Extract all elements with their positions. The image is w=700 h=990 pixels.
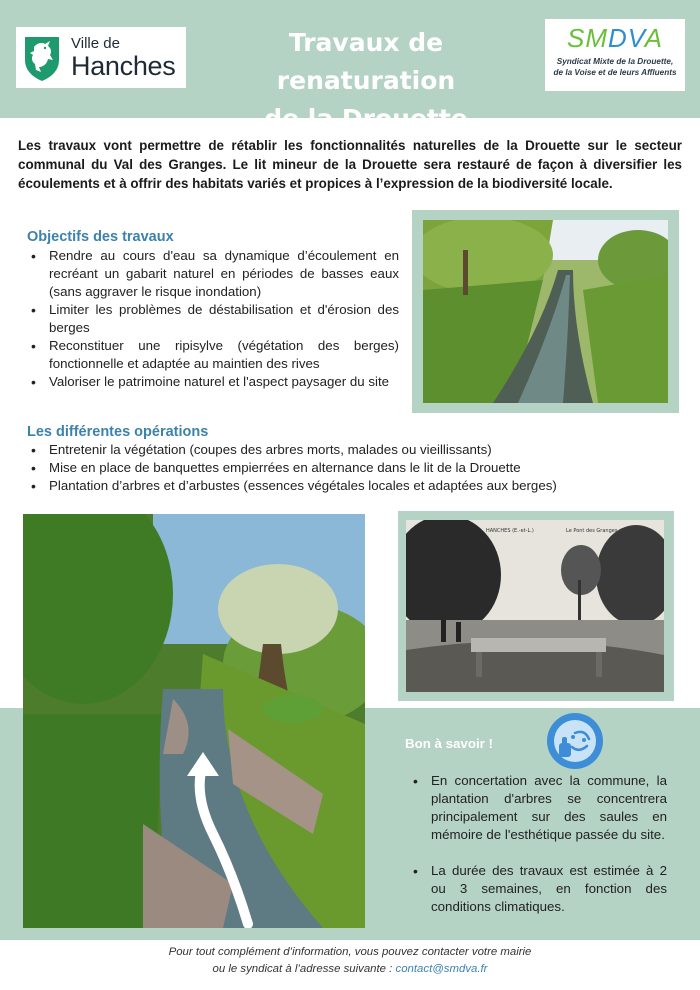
operations-heading: Les différentes opérations xyxy=(27,424,209,440)
footer xyxy=(0,944,700,978)
list-item: • Mise en place de banquettes empierrées en alternance dans le lit de la Drouette xyxy=(27,459,587,477)
old-postcard-photo xyxy=(406,520,664,692)
logo-ville-de: Ville de xyxy=(71,34,120,52)
smdva-dv: DV xyxy=(607,23,645,53)
thumbs-up-smiley-icon xyxy=(547,713,603,769)
page-title xyxy=(196,24,536,138)
footer-line1: Pour tout complément d’information, vous pouvez contacter votre mairie xyxy=(168,946,532,958)
contact-email-link[interactable]: contact@smdva.fr xyxy=(395,963,488,975)
smdva-subtitle-line2: de la Voise et de leurs Affluents xyxy=(553,68,677,77)
smdva-logo-name xyxy=(545,23,685,54)
list-item: • Reconstituer une ripisylve (végétation des berges) fonctionnelle et adaptée au maintien des rives xyxy=(27,337,399,373)
river-photo-frame xyxy=(412,210,679,413)
list-item: • Entretenir la végétation (coupes des arbres morts, malades ou vieillissants) xyxy=(27,441,587,459)
postcard-caption-right: Le Pont des Granges xyxy=(566,528,618,534)
list-item: • Limiter les problèmes de déstabilisation et d'érosion des berges xyxy=(27,301,399,337)
smdva-logo xyxy=(545,19,685,91)
bon-a-savoir-list xyxy=(409,772,667,934)
bon-a-savoir-heading: Bon à savoir ! xyxy=(405,736,493,751)
postcard-frame xyxy=(398,511,674,701)
river-photo xyxy=(423,220,668,403)
footer-line2-prefix: ou le syndicat à l’adresse suivante : xyxy=(212,963,396,975)
intro-paragraph: Les travaux vont permettre de rétablir les fonctionnalités naturelles de la Drouette sur le secteur communal du Val des Granges. Le lit mineur de la Drouette sera restauré de façon à diversifier les écoulements et à offrir des habitats variés et propices à l’expression de la biodiversité locale. xyxy=(18,138,682,191)
griffin-shield-icon xyxy=(23,34,61,82)
logo-hanches-name: Hanches xyxy=(71,50,176,81)
works-illustration-photo xyxy=(23,514,365,928)
postcard-caption-left: HANCHES (E.-et-L.) xyxy=(486,528,534,534)
list-item: • La durée des travaux est estimée à 2 ou 3 semaines, en fonction des conditions climatiques. xyxy=(409,862,667,916)
smdva-a: A xyxy=(644,23,664,53)
footer-line2 xyxy=(0,961,700,978)
list-item: • Plantation d’arbres et d’arbustes (essences végétales locales et adaptées aux berges) xyxy=(27,477,587,495)
page-title-line1: Travaux de renaturation xyxy=(276,28,456,95)
list-item: • En concertation avec la commune, la plantation d'arbres se concentrera principalement sur des saules en mémoire de l'esthétique passée du site. xyxy=(409,772,667,844)
objectifs-list xyxy=(27,247,399,391)
illustration-image xyxy=(23,514,365,928)
list-item: • Rendre au cours d'eau sa dynamique d’écoulement en recréant un gabarit naturel en périodes de basses eaux (sans aggraver le risque inondation) xyxy=(27,247,399,301)
smdva-subtitle xyxy=(545,56,685,78)
list-item: • Valoriser le patrimoine naturel et l'aspect paysager du site xyxy=(27,373,399,391)
smdva-subtitle-line1: Syndicat Mixte de la Drouette, xyxy=(556,57,674,66)
smdva-sm: SM xyxy=(566,23,608,53)
objectifs-heading: Objectifs des travaux xyxy=(27,229,174,245)
operations-list xyxy=(27,441,587,495)
page-title-line2: de la Drouette xyxy=(264,104,468,133)
hanches-logo xyxy=(16,27,186,88)
